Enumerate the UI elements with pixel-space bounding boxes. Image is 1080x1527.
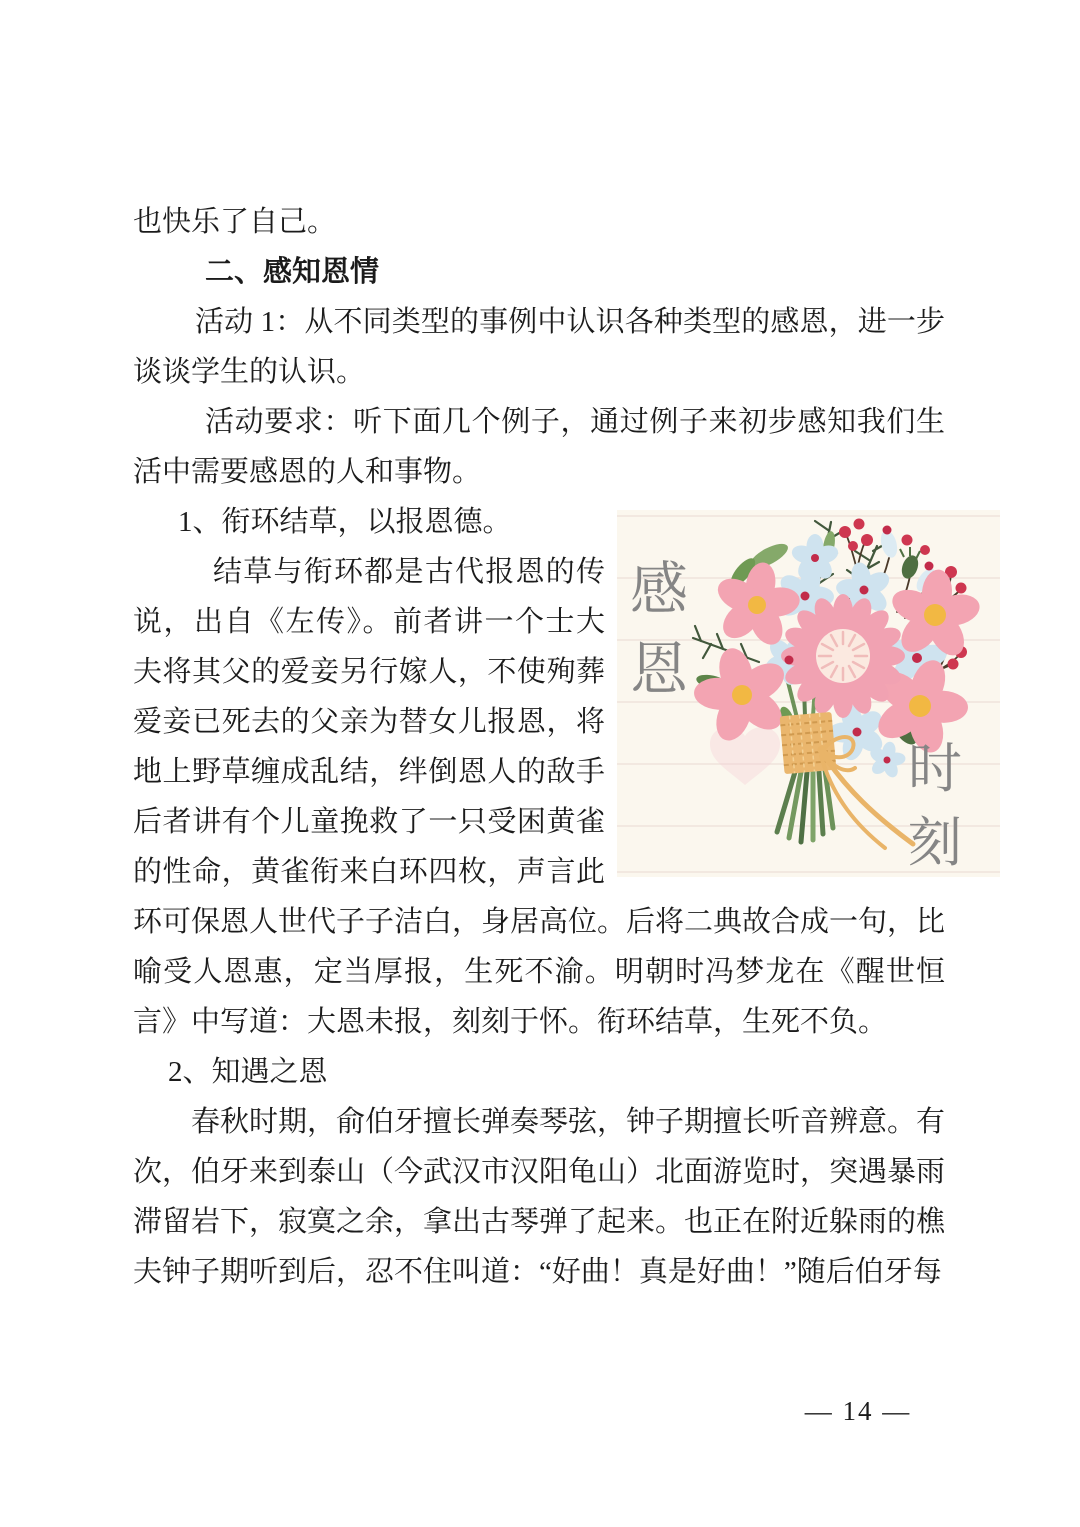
paragraph-story-jiecao-xianhuan: 结草与衔环都是古代报恩的传说，出自《左传》。前者讲一个士大夫将其父的爱妾另行嫁人，不使殉葬爱妾已死去的父亲为替女儿报恩，将地上野草缠成乱结，绊倒恩人的敌手后者讲有个儿童挽救了一只受困黄雀的性命，黄雀衔来白环四枚，声言此环可保恩人世代子子洁白，身居高位。后将二典故合成一句，比喻受人恩惠，定当厚报，生死不渝。明朝时冯梦龙在《醒世恒言》中写道：大恩未报，刻刻于怀。衔环结草，生死不负。 — [133, 556, 946, 1038]
paragraph-activity-intro: 活动 1：从不同类型的事例中认识各种类型的感恩，进一步谈谈学生的认识。 — [133, 306, 945, 388]
section-heading: 二、感知恩情 — [205, 256, 380, 288]
list-item-2-title: 2、知遇之恩 — [168, 1056, 328, 1088]
gratitude-figure — [617, 510, 1000, 877]
paragraph-continuation: 也快乐了自己。 — [133, 206, 337, 238]
pom-flower — [781, 594, 905, 718]
list-item-1-title-text: 1、衔环结草，以报恩德。 — [178, 506, 512, 538]
paragraph-story-zhiyu: 春秋时期，俞伯牙擅长弹奏琴弦，钟子期擅长听音辨意。有次，伯牙来到泰山（今武汉市汉阳龟山）北面游览时，突遇暴雨滞留岩下，寂寞之余，拿出古琴弹了起来。也正在附近躲雨的樵夫钟子期听到后，忍不住叫道：“好曲！真是好曲！”随后伯牙每 — [133, 1106, 946, 1288]
figure-caption-moment: 时刻 — [908, 739, 962, 873]
thistle-bud — [900, 547, 920, 580]
figure-caption-gratitude: 感恩 — [630, 557, 689, 702]
paragraph-activity-requirements: 活动要求：听下面几个例子，通过例子来初步感知我们生活中需要感恩的人和事物。 — [133, 406, 945, 488]
bow-knot — [818, 746, 827, 755]
page-number: — 14 — — [804, 1396, 912, 1426]
document-body — [133, 0, 962, 1297]
